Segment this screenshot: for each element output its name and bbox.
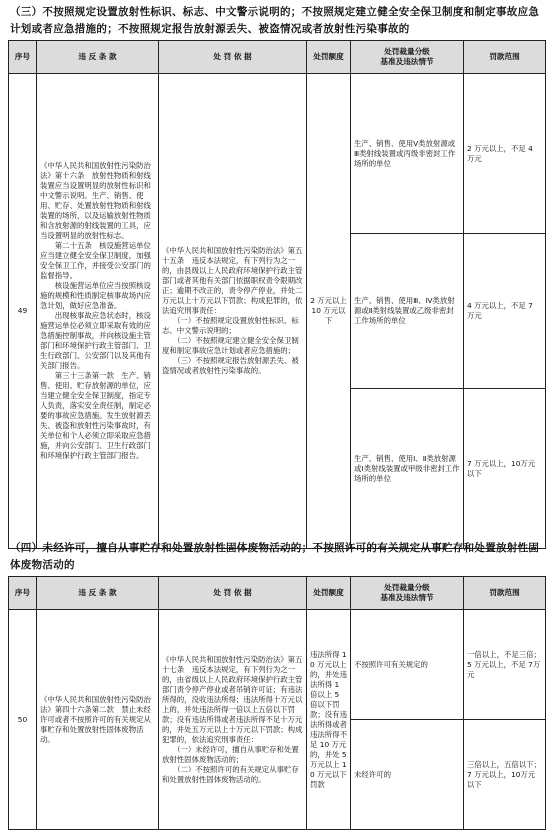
header-range: 罚款范围 xyxy=(464,41,546,74)
penalty-amount: 违法所得 10 万元以上的，并处违法所得 1 倍以上 5 倍以下罚款；没有违法所得或者违法所得不足 10 万元的，并处 5 万元以上 10 万元以下罚款 xyxy=(307,610,351,830)
header-clause: 违 反 条 款 xyxy=(37,577,159,610)
table-row xyxy=(9,74,546,234)
grade-situation: 生产、销售、使用Ⅰ、Ⅱ类放射源或Ⅰ类射线装置或甲级非密封工作场所的单位 xyxy=(351,389,464,549)
violated-clause: 《中华人民共和国放射性污染防治法》第十六条 放射性物质和射线装置应当设置明显的放射性标识和中文警示说明。生产、销售、使用、贮存、处置放射性物质和射线装置的场所，以及运输放射性物质和含放射源的射线装置的工具，应当设置明显的放射性标志。 第二十五条 核设施营运单位应当建立健全安全保卫制度，加强安全保卫工作，并接受公安部门的监督指导。 核设施营运单位应当按照核设施的规模和性质制定核事故场内应急计划，做好应急准备。 出现核事故应急状态时，核设施营运单位必须立即采取有效的应急措施控制事故，并向核设施主管部门和环境保护行政主管部门、卫生行政部门、公安部门以及其他有关部门报告。 第三十三条第一款 生产、销售、使用、贮存放射源的单位，应当建立健全安全保卫制度，指定专人负责，落实安全责任制，制定必要的事故应急措施。发生放射源丢失、被盗和放射性污染事故时，有关单位和个人必须立即采取应急措施，并向公安部门、卫生行政部门和环境保护行政主管部门报告。 xyxy=(37,74,159,549)
penalty-table-50 xyxy=(8,576,546,830)
header-grade: 处罚裁量分级 基准及违法情节 xyxy=(351,577,464,610)
section-3-heading: （三）不按照规定设置放射性标识、标志、中文警示说明的；不按照规定建立健全安全保卫制度和制定事故应急计划或者应急措施的；不按照规定报告放射源丢失、被盗情况或者放射性污染事故的 xyxy=(10,6,540,35)
header-no: 序号 xyxy=(9,577,37,610)
row-number: 50 xyxy=(9,610,37,830)
penalty-table-49 xyxy=(8,40,546,549)
grade-situation: 生产、销售、使用Ⅴ类放射源或Ⅲ类射线装置或丙级非密封工作场所的单位 xyxy=(351,74,464,234)
header-amount: 处罚额度 xyxy=(307,577,351,610)
table-header-row xyxy=(9,41,546,74)
header-range: 罚款范围 xyxy=(464,577,546,610)
row-number: 49 xyxy=(9,74,37,549)
grade-situation: 生产、销售、使用Ⅲ、Ⅳ类放射源或Ⅱ类射线装置或乙级非密封工作场所的单位 xyxy=(351,234,464,389)
table-row xyxy=(9,610,546,720)
fine-range: 一倍以上，不足三倍；5 万元以上，不足 7万元 xyxy=(464,610,546,720)
penalty-basis: 《中华人民共和国放射性污染防治法》第五十七条 违反本法规定，有下列行为之一的，由省级以上人民政府环境保护行政主管部门责令停产停业或者吊销许可证；有违法所得的，没收违法所得；违法所得十万元以上的，并处违法所得一倍以上五倍以下罚款；没有违法所得或者违法所得不足十万元的，并处五万元以上十万元以下罚款；构成犯罪的，依法追究刑事责任： （一）未经许可，擅自从事贮存和处置放射性固体废物活动的； （二）不按照许可的有关规定从事贮存和处置放射性固体废物活动的。 xyxy=(159,610,307,830)
table-header-row xyxy=(9,577,546,610)
penalty-basis: 《中华人民共和国放射性污染防治法》第五十五条 违反本法规定，有下列行为之一的，由县级以上人民政府环境保护行政主管部门或者其他有关部门依据职权责令限期改正；逾期不改正的，责令停产停业，并处二万元以上十万元以下罚款；构成犯罪的，依法追究刑事责任： （一）不按照规定设置放射性标识、标志、中文警示说明的； （二）不按照规定建立健全安全保卫制度和制定事故应急计划或者应急措施的； （三）不按照规定报告放射源丢失、被盗情况或者放射性污染事故的。 xyxy=(159,74,307,549)
header-clause: 违 反 条 款 xyxy=(37,41,159,74)
grade-situation: 未经许可的 xyxy=(351,720,464,830)
fine-range: 2 万元以上，不足 4 万元 xyxy=(464,74,546,234)
header-grade: 处罚裁量分级 基准及违法情节 xyxy=(351,41,464,74)
header-amount: 处罚额度 xyxy=(307,41,351,74)
penalty-amount: 2 万元以上 10 万元以下 xyxy=(307,74,351,549)
grade-situation: 不按照许可有关规定的 xyxy=(351,610,464,720)
header-basis: 处 罚 依 据 xyxy=(159,41,307,74)
violated-clause: 《中华人民共和国放射性污染防治法》第四十六条第二款 禁止未经许可或者不按照许可的有关规定从事贮存和处置放射性固体废物活动。 xyxy=(37,610,159,830)
fine-range: 4 万元以上，不足 7 万元 xyxy=(464,234,546,389)
fine-range: 三倍以上，五倍以下；7 万元以上，10万元以下 xyxy=(464,720,546,830)
header-basis: 处 罚 依 据 xyxy=(159,577,307,610)
header-no: 序号 xyxy=(9,41,37,74)
fine-range: 7 万元以上，10万元以下 xyxy=(464,389,546,549)
section-4-heading: （四）未经许可，擅自从事贮存和处置放射性固体废物活动的；不按照许可的有关规定从事贮存和处置放射性固体废物活动的 xyxy=(10,542,540,571)
